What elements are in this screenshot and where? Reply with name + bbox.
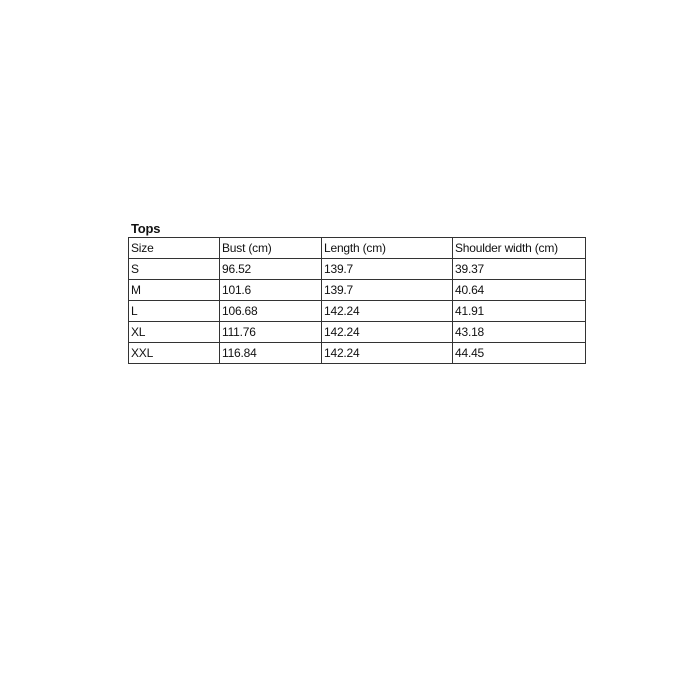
header-bust: Bust (cm) — [220, 238, 322, 259]
cell-length: 142.24 — [322, 343, 453, 364]
cell-size: M — [129, 280, 220, 301]
chart-title: Tops — [131, 221, 161, 236]
cell-bust: 101.6 — [220, 280, 322, 301]
size-chart — [128, 221, 586, 364]
table-row — [129, 301, 586, 322]
size-table — [128, 237, 586, 364]
cell-size: XL — [129, 322, 220, 343]
cell-bust: 111.76 — [220, 322, 322, 343]
cell-shoulder-width: 40.64 — [453, 280, 586, 301]
cell-bust: 106.68 — [220, 301, 322, 322]
cell-size: L — [129, 301, 220, 322]
cell-size: S — [129, 259, 220, 280]
cell-shoulder-width: 39.37 — [453, 259, 586, 280]
cell-length: 142.24 — [322, 322, 453, 343]
cell-bust: 116.84 — [220, 343, 322, 364]
cell-length: 142.24 — [322, 301, 453, 322]
table-row — [129, 343, 586, 364]
cell-size: XXL — [129, 343, 220, 364]
table-row — [129, 280, 586, 301]
table-row — [129, 259, 586, 280]
cell-shoulder-width: 44.45 — [453, 343, 586, 364]
header-size: Size — [129, 238, 220, 259]
cell-shoulder-width: 43.18 — [453, 322, 586, 343]
cell-length: 139.7 — [322, 280, 453, 301]
header-length: Length (cm) — [322, 238, 453, 259]
cell-length: 139.7 — [322, 259, 453, 280]
table-row — [129, 322, 586, 343]
table-header-row — [129, 238, 586, 259]
header-shoulder-width: Shoulder width (cm) — [453, 238, 586, 259]
cell-bust: 96.52 — [220, 259, 322, 280]
cell-shoulder-width: 41.91 — [453, 301, 586, 322]
